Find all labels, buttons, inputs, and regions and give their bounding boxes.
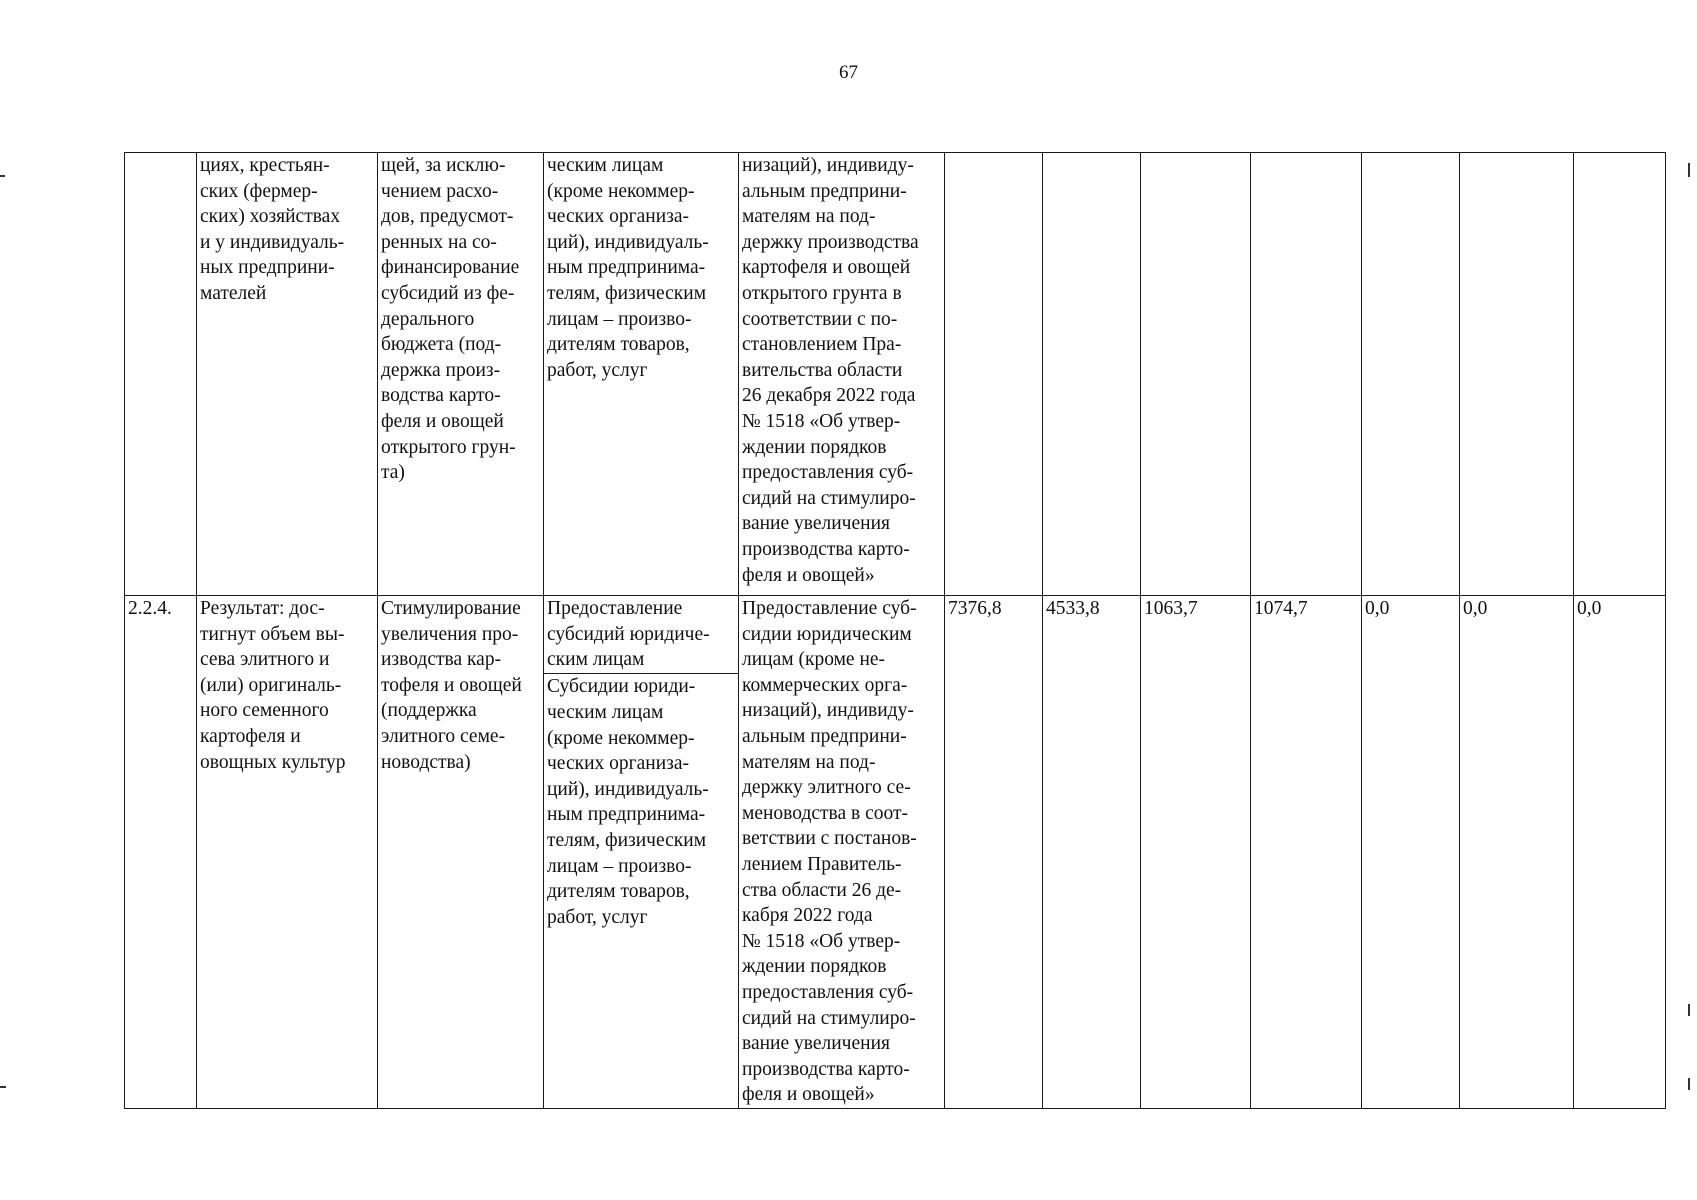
value-cell: 7376,8 <box>945 596 1043 1109</box>
value-cell: 0,0 <box>1574 596 1666 1109</box>
expense-cell: ческим лицам (кроме некоммер- ческих организа- ций), индивидуаль- ным предпринима- телям, физическим лицам – произво- дителям товаров, работ, услуг <box>544 153 739 596</box>
value-cell <box>1141 153 1251 596</box>
scan-mark <box>1688 1078 1690 1090</box>
value-cell: 1074,7 <box>1251 596 1362 1109</box>
scan-mark <box>0 175 5 177</box>
budget-table <box>124 152 1666 1109</box>
value-cell: 4533,8 <box>1043 596 1141 1109</box>
scan-mark <box>1688 1004 1690 1016</box>
expense-head-cell: Предоставление субсидий юридиче- ским лицам <box>544 596 739 674</box>
measure-cell: Стимулирование увеличения про- изводства кар- тофеля и овощей (поддержка элитного семе- новодства) <box>378 596 544 1109</box>
scan-mark <box>0 1086 6 1088</box>
result-cell: циях, крестьян- ских (фермер- ских) хозяйствах и у индивидуаль- ных предприни- мателей <box>197 153 378 596</box>
value-cell <box>1362 153 1460 596</box>
row-number-cell <box>125 153 197 596</box>
value-cell <box>1574 153 1666 596</box>
table-row <box>125 153 1666 596</box>
value-cell <box>1460 153 1574 596</box>
scan-mark <box>1688 163 1690 177</box>
result-cell: Результат: дос- тигнут объем вы- сева элитного и (или) оригиналь- ного семенного картофеля и овощных культур <box>197 596 378 1109</box>
expense-cell: Субсидии юриди- ческим лицам (кроме некоммер- ческих организа- ций), индивидуаль- ным предпринима- телям, физическим лицам – произво- дителям товаров, работ, услуг <box>544 674 739 1108</box>
value-cell <box>1043 153 1141 596</box>
measure-cell: щей, за исклю- чением расхо- дов, предусмот- ренных на со- финансирование субсидий из фе- дерального бюджета (под- держка произ- водства карто- феля и овощей открытого грун- та) <box>378 153 544 596</box>
row-number-cell: 2.2.4. <box>125 596 197 1109</box>
value-cell: 1063,7 <box>1141 596 1251 1109</box>
basis-cell: Предоставление суб- сидии юридическим лицам (кроме не- коммерческих орга- низаций), индивиду- альным предприни- мателям на под- держку элитного се- меноводства в соот- ветствии с постанов- лением Правитель- ства области 26 де- кабря 2022 года № 1518 «Об утвер- ждении порядков предоставления суб- сидий на стимулиро- вание увеличения производства карто- феля и овощей» <box>739 596 945 1109</box>
value-cell <box>1251 153 1362 596</box>
value-cell: 0,0 <box>1460 596 1574 1109</box>
page-number: 67 <box>839 62 858 83</box>
value-cell: 0,0 <box>1362 596 1460 1109</box>
basis-cell: низаций), индивиду- альным предприни- мателям на под- держку производства картофеля и овощей открытого грунта в соответствии с по- становлением Пра- вительства области 26 декабря 2022 года № 1518 «Об утвер- ждении порядков предоставления суб- сидий на стимулиро- вание увеличения производства карто- феля и овощей» <box>739 153 945 596</box>
value-cell <box>945 153 1043 596</box>
table-row <box>125 596 1666 674</box>
